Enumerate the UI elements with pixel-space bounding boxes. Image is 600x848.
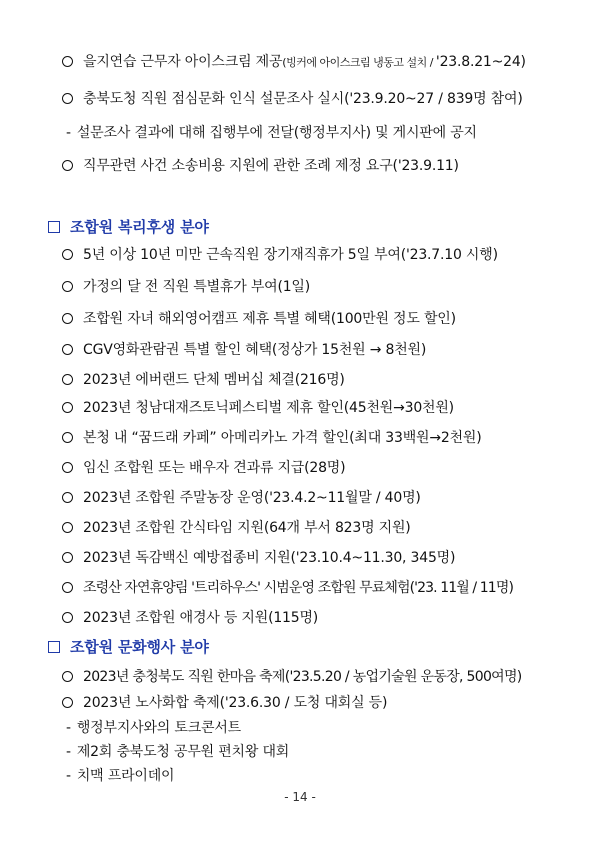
circle-bullet-icon [62, 671, 73, 682]
sub-item: - 설문조사 결과에 대해 집행부에 전달(행정부지사) 및 게시판에 공지 [66, 125, 477, 141]
list-item: 본청 내 “꿈드래 카페” 아메리카노 가격 할인(최대 33백원→2천원) [0, 428, 600, 448]
list-item: 임신 조합원 또는 배우자 견과류 지급(28명) [0, 458, 600, 478]
list-item: 조령산 자연휴양림 '트리하우스' 시범운영 조합원 무료체험('23. 11월 / 11명) [0, 578, 600, 598]
list-item: 2023년 조합원 간식타임 지원(64개 부서 823명 지원) [0, 518, 600, 538]
circle-bullet-icon [62, 160, 73, 171]
circle-bullet-icon [62, 612, 73, 623]
circle-bullet-icon [62, 249, 73, 260]
circle-bullet-icon [62, 492, 73, 503]
dash-bullet-icon: - [66, 125, 71, 141]
list-item: 가정의 달 전 직원 특별휴가 부여(1일) [0, 277, 600, 297]
circle-bullet-icon [62, 697, 73, 708]
square-bullet-icon [48, 641, 60, 653]
list-item: 2023년 충청북도 직원 한마음 축제('23.5.20 / 농업기술원 운동장, 500여명) [0, 667, 600, 687]
dash-bullet-icon: - [66, 744, 71, 760]
circle-bullet-icon [62, 281, 73, 292]
list-item: 직무관련 사건 소송비용 지원에 관한 조례 제정 요구('23.9.11) [0, 156, 600, 176]
list-item: 2023년 에버랜드 단체 멤버십 체결(216명) [0, 370, 600, 390]
section-title-welfare: 조합원 복리후생 분야 [48, 216, 209, 238]
list-item: 조합원 자녀 해외영어캠프 제휴 특별 혜택(100만원 정도 할인) [0, 309, 600, 329]
list-item: 충북도청 직원 점심문화 인식 설문조사 실시('23.9.20~27 / 839명 참여) [0, 89, 600, 109]
circle-bullet-icon [62, 462, 73, 473]
circle-bullet-icon [62, 522, 73, 533]
list-item: 을지연습 근무자 아이스크림 제공(빙커에 아이스크림 냉동고 설치 / '23.8.21~24) [0, 52, 600, 73]
sub-item: - 제2회 충북도청 공무원 편치왕 대회 [66, 744, 290, 760]
list-item: 2023년 독감백신 예방접종비 지원('23.10.4~11.30, 345명) [0, 548, 600, 568]
circle-bullet-icon [62, 344, 73, 355]
list-item: 2023년 조합원 애경사 등 지원(115명) [0, 608, 600, 628]
circle-bullet-icon [62, 582, 73, 593]
list-item: 2023년 청남대재즈토닉페스티벌 제휴 할인(45천원→30천원) [0, 398, 600, 418]
square-bullet-icon [48, 221, 60, 233]
list-item: CGV영화관람권 특별 할인 혜택(정상가 15천원 → 8천원) [0, 340, 600, 360]
page-number: - 14 - [284, 790, 316, 804]
circle-bullet-icon [62, 402, 73, 413]
sub-item: - 치맥 프라이데이 [66, 768, 175, 784]
circle-bullet-icon [62, 374, 73, 385]
list-item: 2023년 노사화합 축제('23.6.30 / 도청 대회실 등) [0, 693, 600, 713]
list-item: 2023년 조합원 주말농장 운영('23.4.2~11월말 / 40명) [0, 488, 600, 508]
section-title-culture: 조합원 문화행사 분야 [48, 636, 209, 658]
circle-bullet-icon [62, 93, 73, 104]
dash-bullet-icon: - [66, 768, 71, 784]
circle-bullet-icon [62, 56, 73, 67]
circle-bullet-icon [62, 313, 73, 324]
dash-bullet-icon: - [66, 720, 71, 736]
list-item: 5년 이상 10년 미만 근속직원 장기재직휴가 5일 부여('23.7.10 시행) [0, 245, 600, 265]
sub-item: - 행정부지사와의 토크콘서트 [66, 720, 241, 736]
circle-bullet-icon [62, 432, 73, 443]
circle-bullet-icon [62, 552, 73, 563]
